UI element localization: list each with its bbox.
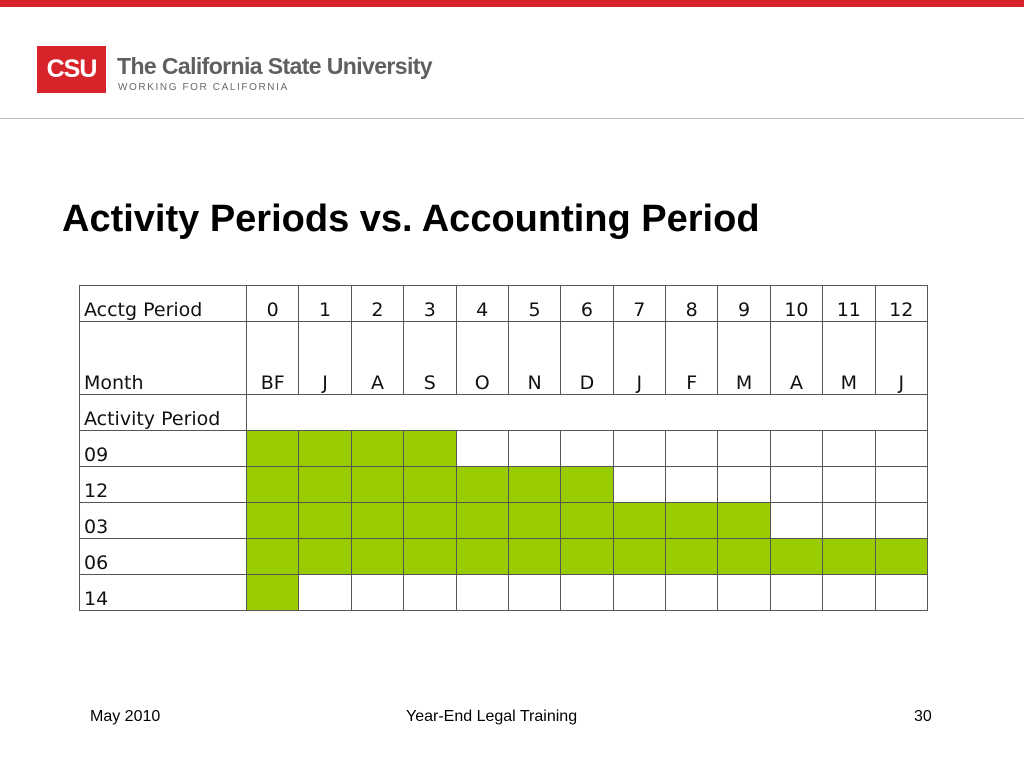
period-cell-filled <box>456 503 508 539</box>
activity-row <box>80 431 928 467</box>
acctg-period-cell: 11 <box>823 286 875 322</box>
period-cell-empty <box>718 431 770 467</box>
page-number: 30 <box>914 708 932 725</box>
period-cell-filled <box>299 431 351 467</box>
month-cell: A <box>770 322 822 395</box>
period-cell-filled <box>613 539 665 575</box>
acctg-period-cell: 5 <box>508 286 560 322</box>
period-cell-filled <box>299 503 351 539</box>
period-cell-filled <box>404 539 456 575</box>
month-cell: M <box>823 322 875 395</box>
period-cell-filled <box>247 503 299 539</box>
month-cell: M <box>718 322 770 395</box>
period-cell-empty <box>770 503 822 539</box>
period-cell-filled <box>404 431 456 467</box>
month-row <box>80 322 928 395</box>
activity-period-label: Activity Period <box>80 395 247 431</box>
activity-row <box>80 539 928 575</box>
activity-row-label: 09 <box>80 431 247 467</box>
period-cell-filled <box>351 431 403 467</box>
period-cell-empty <box>875 575 928 611</box>
month-cell: A <box>351 322 403 395</box>
header-divider <box>0 118 1024 119</box>
period-cell-filled <box>456 467 508 503</box>
acctg-period-cell: 8 <box>666 286 718 322</box>
period-cell-filled <box>666 503 718 539</box>
month-label: Month <box>80 322 247 395</box>
activity-row <box>80 503 928 539</box>
period-cell-filled <box>247 575 299 611</box>
acctg-period-cell: 12 <box>875 286 928 322</box>
csu-logo <box>37 46 457 96</box>
period-cell-empty <box>508 431 560 467</box>
period-cell-empty <box>508 575 560 611</box>
activity-row <box>80 575 928 611</box>
period-cell-empty <box>770 575 822 611</box>
period-cell-empty <box>770 431 822 467</box>
activity-period-table <box>79 285 928 611</box>
slide-title: Activity Periods vs. Accounting Period <box>62 198 760 240</box>
period-cell-filled <box>247 539 299 575</box>
period-cell-empty <box>666 575 718 611</box>
period-cell-empty <box>875 467 928 503</box>
period-cell-empty <box>613 467 665 503</box>
acctg-period-cell: 6 <box>561 286 613 322</box>
period-cell-filled <box>247 431 299 467</box>
month-cell: D <box>561 322 613 395</box>
activity-row <box>80 467 928 503</box>
activity-period-header-row <box>80 395 928 431</box>
period-cell-empty <box>404 575 456 611</box>
period-cell-filled <box>666 539 718 575</box>
period-cell-filled <box>508 539 560 575</box>
acctg-period-cell: 3 <box>404 286 456 322</box>
footer-title: Year-End Legal Training <box>406 708 578 725</box>
period-cell-empty <box>613 431 665 467</box>
period-cell-empty <box>875 503 928 539</box>
period-cell-empty <box>823 467 875 503</box>
period-cell-filled <box>613 503 665 539</box>
period-cell-filled <box>404 467 456 503</box>
month-cell: N <box>508 322 560 395</box>
acctg-period-cell: 2 <box>351 286 403 322</box>
activity-period-span <box>247 395 928 431</box>
month-cell: J <box>613 322 665 395</box>
period-cell-filled <box>561 503 613 539</box>
acctg-period-cell: 7 <box>613 286 665 322</box>
period-cell-empty <box>718 467 770 503</box>
period-cell-filled <box>299 539 351 575</box>
month-cell: J <box>299 322 351 395</box>
period-cell-empty <box>456 431 508 467</box>
period-cell-filled <box>351 539 403 575</box>
period-cell-empty <box>666 467 718 503</box>
csu-logo-mark: CSU <box>37 46 106 93</box>
acctg-period-label: Acctg Period <box>80 286 247 322</box>
period-cell-empty <box>823 431 875 467</box>
period-cell-filled <box>508 467 560 503</box>
period-cell-empty <box>299 575 351 611</box>
period-cell-empty <box>351 575 403 611</box>
acctg-period-cell: 0 <box>247 286 299 322</box>
period-cell-filled <box>456 539 508 575</box>
acctg-period-cell: 1 <box>299 286 351 322</box>
period-cell-empty <box>875 431 928 467</box>
acctg-period-cell: 9 <box>718 286 770 322</box>
period-cell-filled <box>561 467 613 503</box>
period-cell-empty <box>823 503 875 539</box>
period-cell-empty <box>561 575 613 611</box>
acctg-period-row <box>80 286 928 322</box>
period-cell-filled <box>299 467 351 503</box>
acctg-period-cell: 4 <box>456 286 508 322</box>
activity-row-label: 12 <box>80 467 247 503</box>
month-cell: J <box>875 322 928 395</box>
period-cell-filled <box>718 539 770 575</box>
period-cell-filled <box>718 503 770 539</box>
period-cell-empty <box>823 575 875 611</box>
month-cell: O <box>456 322 508 395</box>
activity-row-label: 06 <box>80 539 247 575</box>
footer-date: May 2010 <box>90 708 161 725</box>
period-cell-filled <box>561 539 613 575</box>
activity-row-label: 14 <box>80 575 247 611</box>
period-cell-filled <box>404 503 456 539</box>
period-cell-filled <box>247 467 299 503</box>
period-cell-empty <box>561 431 613 467</box>
period-cell-filled <box>351 467 403 503</box>
acctg-period-cell: 10 <box>770 286 822 322</box>
period-cell-empty <box>456 575 508 611</box>
period-cell-filled <box>823 539 875 575</box>
period-cell-empty <box>770 467 822 503</box>
month-cell: F <box>666 322 718 395</box>
period-cell-empty <box>613 575 665 611</box>
period-cell-filled <box>351 503 403 539</box>
university-tagline: WORKING FOR CALIFORNIA <box>118 82 289 93</box>
university-name: The California State University <box>117 53 432 79</box>
month-cell: S <box>404 322 456 395</box>
period-cell-filled <box>508 503 560 539</box>
period-cell-filled <box>875 539 928 575</box>
activity-row-label: 03 <box>80 503 247 539</box>
month-cell: BF <box>247 322 299 395</box>
top-accent-bar <box>0 0 1024 7</box>
period-cell-empty <box>718 575 770 611</box>
period-cell-empty <box>666 431 718 467</box>
period-cell-filled <box>770 539 822 575</box>
